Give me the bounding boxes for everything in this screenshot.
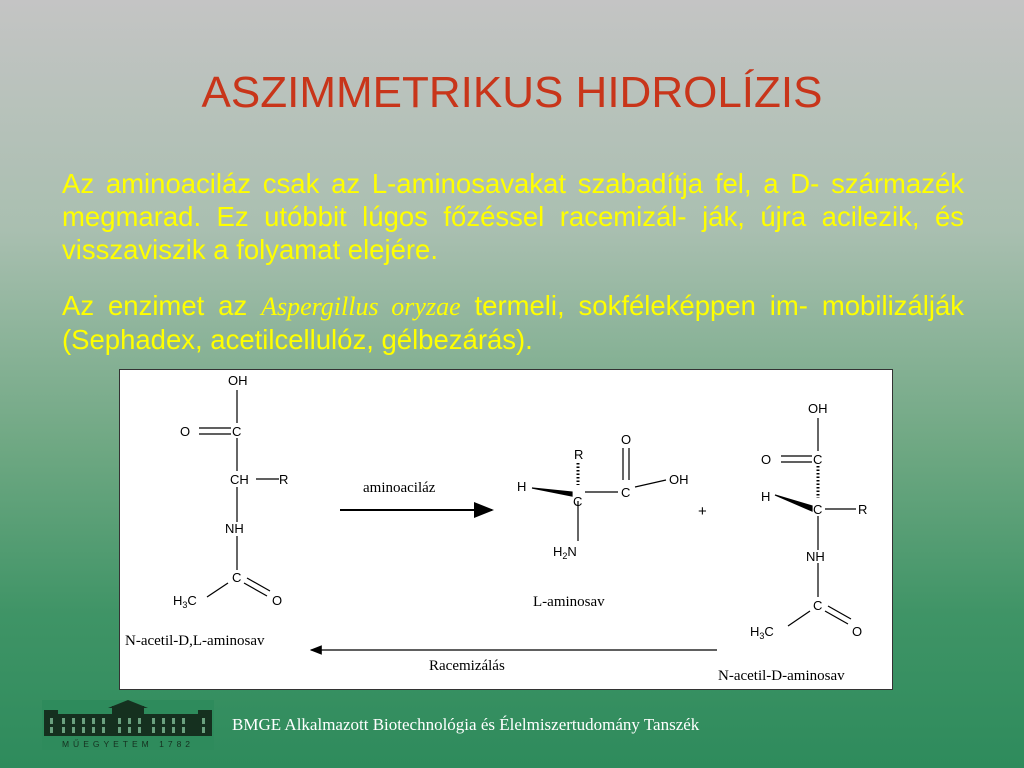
p1-line1: Az aminoaciláz csak az L-aminosavakat szabadítja fel, a D- <box>62 168 820 199</box>
atom-c: C <box>813 452 823 467</box>
atom-h: H <box>517 479 527 494</box>
slide-title: ASZIMMETRIKUS HIDROLÍZIS <box>201 68 823 117</box>
atom-o: O <box>621 432 632 447</box>
atom-h2n: $H_2N$ <box>553 544 577 561</box>
paragraph-enzyme-source <box>62 289 964 356</box>
bond-c-o2-a <box>825 611 848 624</box>
atom-h: H <box>761 489 771 504</box>
forward-reaction <box>340 480 492 510</box>
atom-r: R <box>858 502 868 517</box>
atom-nh: NH <box>225 521 244 536</box>
atom-c2: C <box>621 485 631 500</box>
atom-h3c: $H_3C$ <box>750 624 774 641</box>
atom-h3c: $H_3C$ <box>173 593 197 610</box>
label-racemization: Racemizálás <box>429 658 505 674</box>
p2-after: termeli, sokféleképpen im- <box>460 290 808 321</box>
l-amino-structure <box>532 448 666 541</box>
atom-o2: O <box>852 624 863 639</box>
p1-line3: ják, újra acilezik, és visszaviszik a folyamat elejére. <box>62 201 964 265</box>
label-aminoacylase: aminoaciláz <box>363 480 436 496</box>
paragraph-aminoacylase <box>62 167 964 266</box>
department-name: BMGE Alkalmazott Biotechnológia és Élelmiszertudomány Tanszék <box>232 715 700 734</box>
p1-line2: származék megmarad. Ez utóbbit lúgos főzéssel racemizál- <box>62 168 965 232</box>
atom-c1: C <box>573 494 583 509</box>
racemization-return <box>311 650 717 674</box>
label-l-amino: L-aminosav <box>533 594 605 610</box>
label-d-acetyl: N-acetil-D-aminosav <box>718 668 845 684</box>
atom-c2: C <box>813 502 823 517</box>
bond-c-o2-b <box>828 606 851 619</box>
atom-oh: OH <box>808 401 828 416</box>
atom-r: R <box>574 447 584 462</box>
atom-c: C <box>232 424 242 439</box>
bond-c-o2-a <box>244 583 267 596</box>
atom-ch: CH <box>230 472 249 487</box>
logo-text: MŰEGYETEM 1782 <box>61 739 195 749</box>
bond-c-h-wedge <box>775 495 812 511</box>
atom-o: O <box>761 452 772 467</box>
label-racemic: N-acetil-D,L-aminosav <box>125 633 265 649</box>
atom-c3: C <box>813 598 823 613</box>
atom-oh: OH <box>669 472 689 487</box>
racemic-structure <box>199 390 279 597</box>
atom-o: O <box>180 424 191 439</box>
plus-sign: + <box>698 503 707 520</box>
atom-r: R <box>279 472 289 487</box>
bond-c-ch3 <box>788 611 810 626</box>
p2-line2: mobilizálják (Sephadex, acetilcellulóz, gélbezárás). <box>62 290 964 355</box>
species-name: Aspergillus oryzae <box>261 292 461 321</box>
d-acetyl-atoms <box>718 401 867 684</box>
reaction-diagram <box>119 369 893 690</box>
bond-c-oh <box>635 480 666 487</box>
l-amino-atoms <box>517 432 689 610</box>
atom-o2: O <box>272 593 283 608</box>
atom-oh: OH <box>228 373 248 388</box>
d-acetyl-structure <box>775 418 856 626</box>
reaction-svg <box>120 370 892 689</box>
bond-c-ch3 <box>207 583 228 597</box>
atom-nh: NH <box>806 549 825 564</box>
building-icon <box>42 700 214 750</box>
university-logo <box>42 700 214 750</box>
bond-c-h-wedge <box>532 488 572 496</box>
p2-before: Az enzimet az <box>62 290 262 321</box>
bond-c-o2-b <box>247 578 270 591</box>
racemic-atoms <box>125 373 288 649</box>
atom-c2: C <box>232 570 242 585</box>
